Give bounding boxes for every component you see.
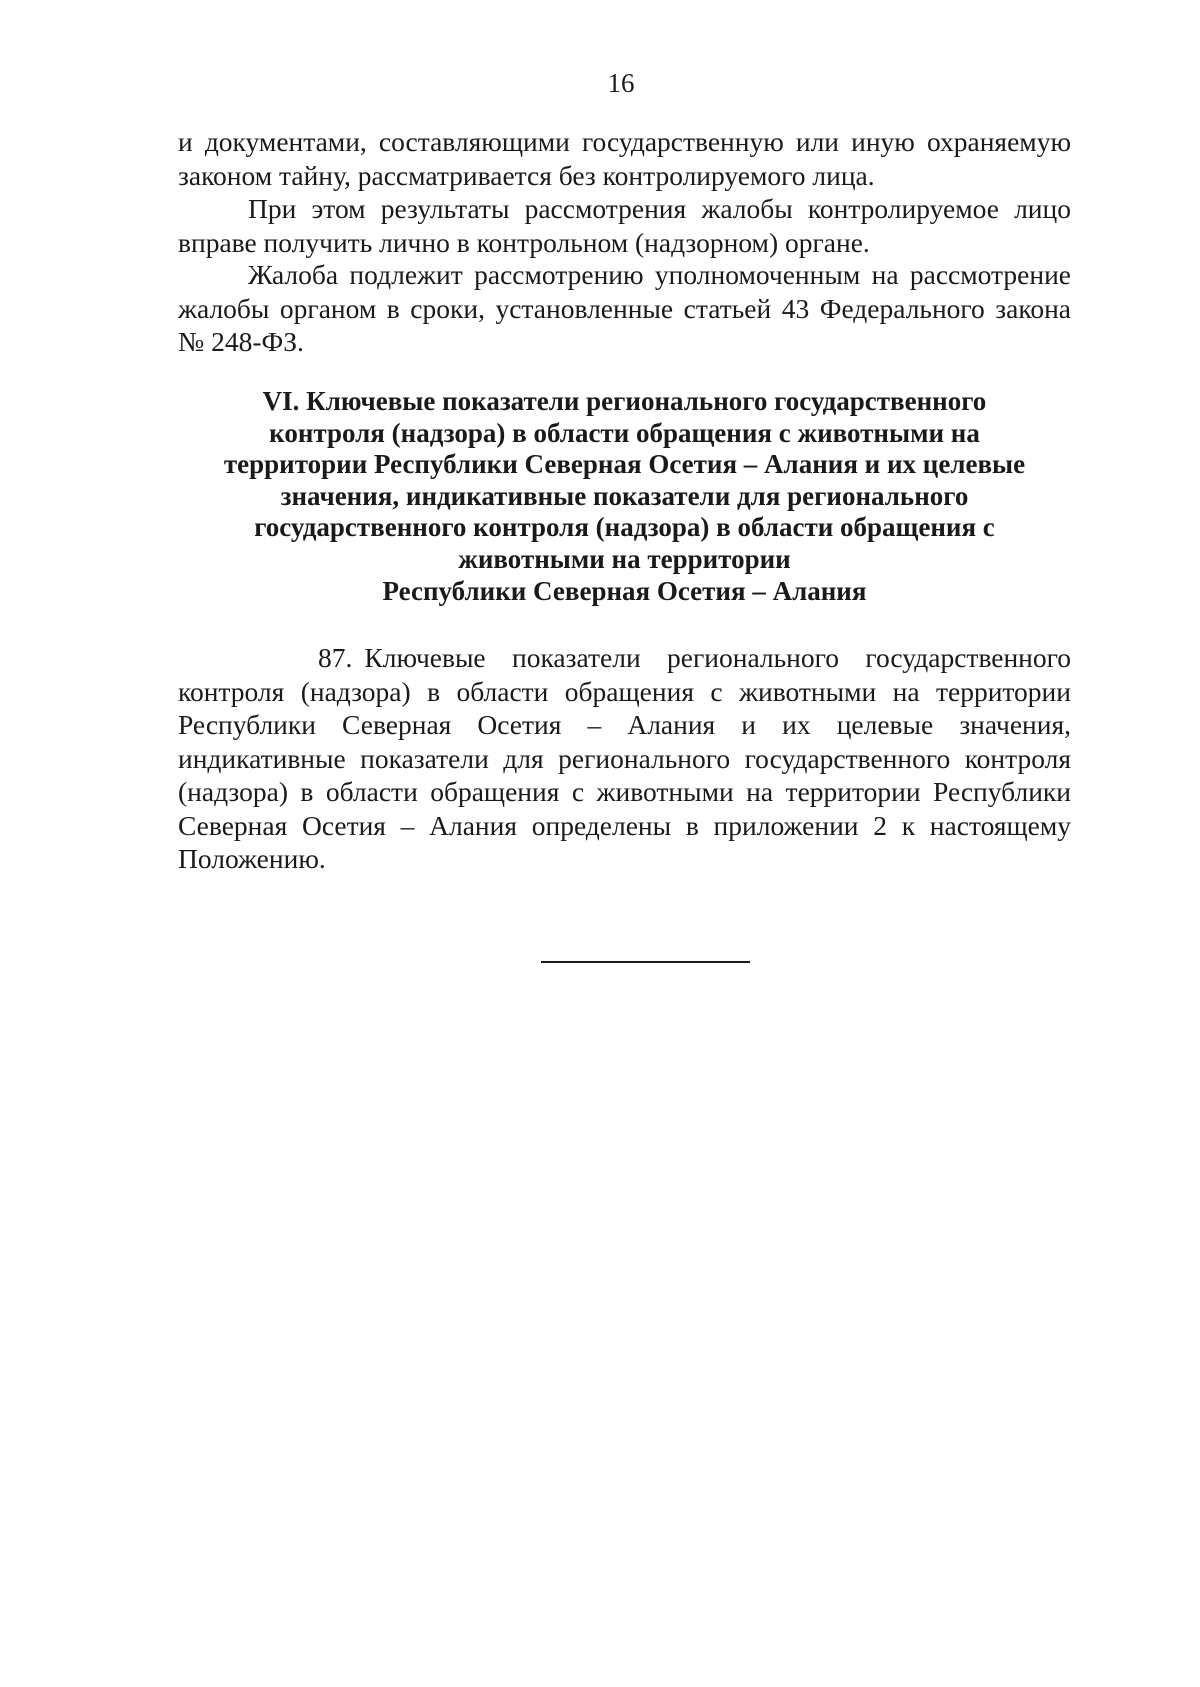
- paragraph-complaint-deadline: Жалоба подлежит рассмотрению уполномоченным на рассмотрение жалобы органом в сроки, установленные статьей 43 Федерального закона № 248-ФЗ.: [178, 259, 1071, 357]
- section-heading-line: VI. Ключевые показатели регионального государственного: [262, 386, 987, 416]
- section-heading: [178, 386, 1071, 607]
- section-heading-line: контроля (надзора) в области обращения с животными на: [269, 417, 980, 448]
- section-heading-line: значения, индикативные показатели для регионального: [280, 480, 969, 511]
- paragraph-continuation: и документами, составляющими государственную или иную охраняемую законом тайну, рассматривается без контролируемого лица.: [178, 126, 1071, 191]
- paragraph-complaint-results: При этом результаты рассмотрения жалобы контролируемое лицо вправе получить лично в контрольном (надзорном) органе.: [178, 193, 1071, 258]
- end-separator-line: [541, 961, 750, 963]
- clause-text: Ключевые показатели регионального государственного контроля (надзора) в области обращения с животными на территории Республики Северная Осетия – Алания и их целевые значения, индикативные показатели для регионального государственного контроля (надзора) в области обращения с животными на территории Республики Северная Осетия – Алания определены в приложении 2 к настоящему Положению.: [178, 642, 1071, 874]
- section-heading-line: государственного контроля (надзора) в области обращения с: [254, 512, 995, 543]
- section-heading-line: животными на территории: [458, 543, 791, 574]
- section-heading-line: территории Республики Северная Осетия – Алания и их целевые: [223, 449, 1026, 480]
- section-heading-line: Республики Северная Осетия – Алания: [382, 575, 867, 606]
- clause-87: [178, 641, 1071, 876]
- clause-number: 87.: [318, 642, 353, 673]
- page-number: 16: [607, 68, 635, 98]
